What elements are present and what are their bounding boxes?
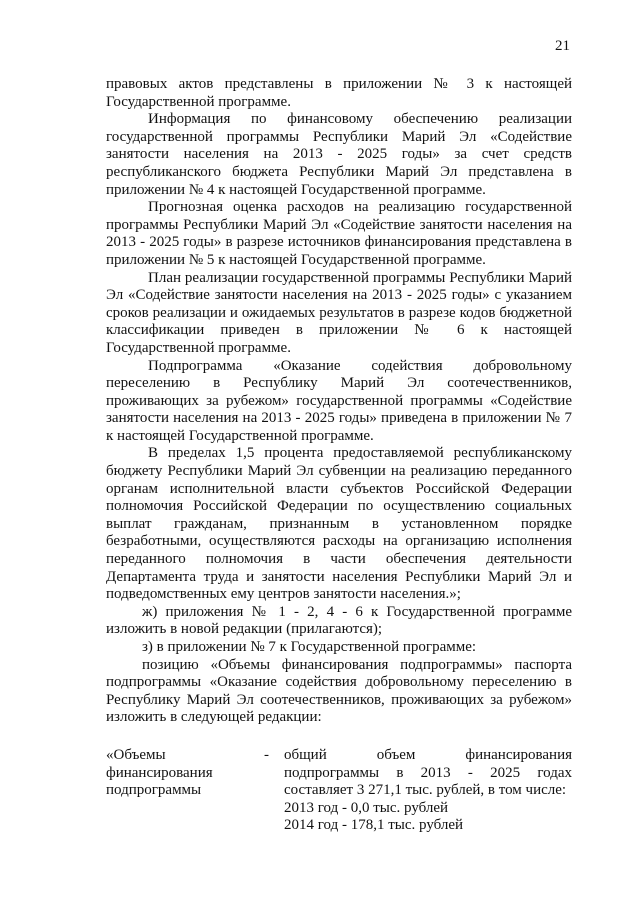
passport-value: [284, 747, 572, 835]
document-body: [106, 76, 572, 727]
paragraph-subvention: В пределах 1,5 процента предоставляемой республиканскому бюджету Республики Марий Эл субвенции на реализацию переданного органам исполнительной власти субъектов Российской Федерации полномочия Российской Федерации по осуществлению социальных выплат гражданам, признанным в установленном порядке безработными, осуществляются расходы на организацию исполнения переданного полномочия в части обеспечения деятельности Департамента труда и занятости населения Республики Марий Эл и подведомственных ему центров занятости населения.»;: [106, 445, 572, 603]
passport-label: [106, 747, 264, 835]
paragraph-item-z: з) в приложении № 7 к Государственной программе:: [142, 639, 477, 655]
paragraph-continuation: правовых актов представлены в приложении № 3 к настоящей Государственной программе.: [106, 76, 572, 110]
paragraph-subprogram: Подпрограмма «Оказание содействия добровольному переселению в Республику Марий Эл соотечественников, проживающих за рубежом» государственной программы «Содействие занятости населения на 2013 - 2025 годы» приведена в приложении № 7 к настоящей Государственной программе.: [106, 357, 572, 444]
passport-row-financing: [106, 747, 572, 835]
financing-year-2014: 2014 год - 178,1 тыс. рублей: [284, 817, 464, 834]
paragraph-position: позицию «Объемы финансирования подпрограммы» паспорта подпрограммы «Оказание содействия добровольному переселению в Республику Марий Эл соотечественников, проживающих за рубежом» изложить в следующей редакции:: [106, 656, 572, 726]
paragraph-item-zh: ж) приложения № 1 - 2, 4 - 6 к Государственной программе изложить в новой редакции (прилагаются);: [106, 603, 572, 638]
passport-label-line: подпрограммы: [106, 782, 202, 799]
financing-year-2013: 2013 год - 0,0 тыс. рублей: [284, 799, 449, 816]
paragraph-forecast-estimate: Прогнозная оценка расходов на реализацию государственной программы Республики Марий Эл «Содействие занятости населения на 2013 - 2025 годы» в разрезе источников финансирования представлена в приложении № 5 к настоящей Государственной программе.: [106, 199, 572, 268]
passport-table: [106, 747, 572, 835]
passport-label-line: «Объемы: [106, 747, 166, 763]
page-number: 21: [555, 38, 570, 54]
passport-label-line: финансирования: [106, 764, 213, 781]
paragraph-implementation-plan: План реализации государственной программы Республики Марий Эл «Содействие занятости населения на 2013 - 2025 годы» с указанием сроков реализации и ожидаемых результатов в разрезе кодов бюджетной классификации приведен в приложении № 6 к настоящей Государственной программе.: [106, 269, 572, 356]
financing-summary: общий объем финансирования подпрограммы в 2013 - 2025 годах составляет 3 271,1 тыс. рублей, в том числе:: [284, 747, 572, 799]
paragraph-financing-info: Информация по финансовому обеспечению реализации государственной программы Республики Марий Эл «Содействие занятости населения на 2013 - 2025 годы» за счет средств республиканского бюджета Республики Марий Эл представлена в приложении № 4 к настоящей Государственной программе.: [106, 111, 572, 198]
passport-dash: -: [264, 747, 269, 763]
